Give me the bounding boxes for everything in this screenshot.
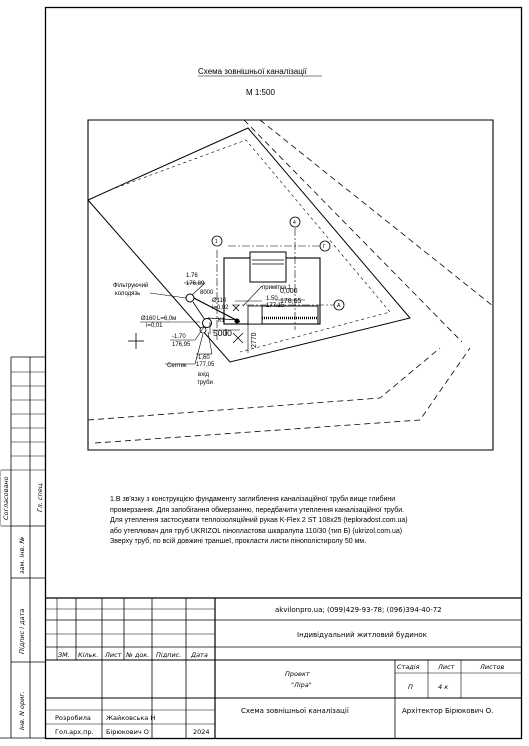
sheet-frame (46, 8, 522, 739)
svg-text:177.15: 177.15 (266, 303, 285, 309)
svg-text:i=0,02: i=0,02 (212, 305, 229, 311)
svg-text:8000: 8000 (200, 290, 214, 296)
svg-text:Г: Г (323, 244, 326, 250)
svg-text:1.76: 1.76 (186, 273, 198, 279)
svg-text:Ø160: Ø160 (141, 316, 156, 322)
svg-text:177,05: 177,05 (196, 362, 215, 368)
project-name: "Ліра" (291, 681, 312, 689)
chief-name: Бірюкович О (106, 728, 149, 736)
svg-text:i=0,01: i=0,01 (146, 323, 163, 329)
chief-spec-label: Гл. спец. (36, 481, 44, 512)
note-line: Для утеплення застосувати теплоізоляційний рукав K-Flex 2 ST 108х25 (teploradost.com.ua) (110, 517, 408, 525)
svg-text:Септик: Септик (167, 363, 187, 369)
svg-text:1.50: 1.50 (266, 296, 278, 302)
svg-text:Ø110: Ø110 (212, 298, 227, 304)
notes-block (110, 495, 430, 548)
header-sheet: Лист (105, 651, 122, 659)
svg-text:L=6,0м: L=6,0м (157, 316, 177, 322)
header-doc: № док. (126, 651, 150, 659)
project-label: Проект (285, 670, 310, 678)
svg-text:вхід: вхід (198, 372, 210, 378)
sheet-value: 4 к (438, 683, 449, 691)
svg-text:178,65: 178,65 (280, 298, 302, 305)
svg-text:176.89: 176.89 (186, 281, 205, 287)
filter-well-icon (186, 294, 194, 302)
plan-labels (113, 220, 341, 386)
header-sign: Підпис. (156, 651, 182, 659)
plot-boundary (88, 128, 410, 362)
header-date: Дата (191, 651, 208, 659)
header-zm: ЗМ. (58, 651, 70, 659)
svg-text:А: А (337, 303, 341, 309)
drawing-title: Схема зовнішньої каналізації (198, 67, 307, 76)
developed-name: Жайковська Н (106, 714, 156, 722)
header-qty: Кільк. (78, 651, 99, 659)
sign-date-label: Підпис і дата (18, 608, 26, 654)
agreed-label: Согласовано (2, 476, 10, 520)
stage-value: П (408, 683, 413, 691)
developed-label: Розробила (55, 714, 91, 722)
sheet-header: Лист (438, 663, 455, 671)
svg-text:4: 4 (293, 220, 296, 226)
svg-text:К1: К1 (218, 318, 225, 324)
svg-text:1: 1 (215, 239, 218, 245)
svg-text:примітка 1: примітка 1 (262, 285, 292, 291)
label-dim-2770: 2770 (251, 332, 258, 348)
sheet-title: Схема зовнішньої каналізації (241, 707, 349, 715)
svg-text:-1,70: -1,70 (172, 334, 186, 340)
author: Архітектор Бірюкович О. (402, 707, 494, 715)
note-line: Зверху труб, по всій довжині траншеї, прокласти листи пінополістиролу 50 мм. (110, 538, 367, 546)
svg-text:-1,60: -1,60 (196, 355, 210, 361)
sheets-header: Листов (480, 663, 505, 671)
svg-text:труби: труби (197, 380, 213, 386)
note-line: 1.В зв'язку з конструкцією фундаменту заглиблення каналізаційної труби вище глибини (110, 496, 396, 503)
object-name: Індивідуальний житловий будинок (297, 631, 427, 639)
note-line: або утеплювач для труб UKRIZOL пінопластова шкаралупа 110/30 (тип Б) (ukrizol.com.ua) (110, 527, 403, 535)
contacts: akvilonpro.ua; (099)429-93-78; (096)394-40-72 (275, 606, 442, 614)
svg-text:5000: 5000 (213, 328, 232, 338)
inv-replace-label: зам. інв. № (18, 536, 26, 574)
svg-text:176,95: 176,95 (172, 342, 191, 348)
label-filter-well-1: Фільтруючий (113, 283, 149, 289)
inv-orig-label: Інв. N ориг. (18, 691, 26, 730)
stage-header: Стадія (397, 663, 420, 671)
chief-label: Гол.арх.пр. (55, 728, 94, 736)
note-line: промерзання. Для запобігання обмерзанню, передбачити утеплення каналізаційної труби. (110, 506, 405, 514)
year: 2024 (193, 728, 210, 736)
svg-text:0,000: 0,000 (280, 288, 298, 295)
drawing-scale: М 1:500 (246, 88, 275, 97)
label-filter-well-2: колодязь (115, 291, 141, 297)
